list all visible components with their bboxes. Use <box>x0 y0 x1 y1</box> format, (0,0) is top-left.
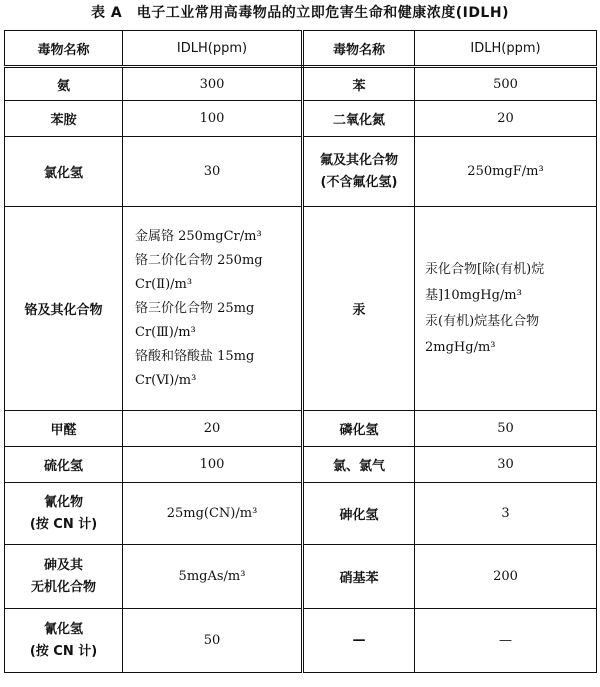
left-name <box>5 483 123 545</box>
right-value-line: 汞(有机)烷基化合物 <box>425 313 540 329</box>
left-name-line: (按 CN 计) <box>29 516 98 532</box>
right-value: 50 <box>415 411 597 447</box>
right-value-line: 汞化合物[除(有机)烷 <box>425 261 545 277</box>
left-name-line: 氰化物 <box>43 494 83 510</box>
left-value: 100 <box>123 447 303 483</box>
left-value: 30 <box>123 137 303 207</box>
idlh-table-container <box>4 30 596 673</box>
right-name-line: (不含氟化氢) <box>320 174 398 190</box>
right-name: 苯 <box>303 67 415 101</box>
left-value: 100 <box>123 101 303 137</box>
left-name <box>5 545 123 609</box>
right-value: 3 <box>415 483 597 545</box>
right-name: 硝基苯 <box>303 545 415 609</box>
table-row <box>5 207 597 411</box>
right-value: 30 <box>415 447 597 483</box>
left-name: 氯化氢 <box>5 137 123 207</box>
right-name: 汞 <box>303 207 415 411</box>
left-value-line: 金属铬 250mgCr/m³ <box>135 228 262 244</box>
right-name: 二氧化氮 <box>303 101 415 137</box>
right-name <box>303 137 415 207</box>
left-name-line: 砷及其 <box>43 557 83 573</box>
right-name: 氯、氯气 <box>303 447 415 483</box>
table-row <box>5 67 597 101</box>
table-title: 表 A 电子工业常用高毒物品的立即危害生命和健康浓度(IDLH) <box>91 5 509 21</box>
right-name-line: 氟及其化合物 <box>319 152 398 168</box>
left-name-line: 无机化合物 <box>30 579 96 595</box>
right-value: — <box>415 609 597 673</box>
left-value-line: Cr(Ⅲ)/m³ <box>135 324 196 340</box>
idlh-table <box>4 30 597 673</box>
header-name-col: 毒物名称 <box>5 31 123 67</box>
header-name-col-2: 毒物名称 <box>303 31 415 67</box>
left-name: 苯胺 <box>5 101 123 137</box>
right-name: 磷化氢 <box>303 411 415 447</box>
table-row <box>5 101 597 137</box>
left-name: 硫化氢 <box>5 447 123 483</box>
left-value-line: 铬三价化合物 25mg <box>135 300 255 316</box>
left-name: 氨 <box>5 67 123 101</box>
left-name: 铬及其化合物 <box>5 207 123 411</box>
left-value: 20 <box>123 411 303 447</box>
left-value: 5mgAs/m³ <box>123 545 303 609</box>
table-row <box>5 609 597 673</box>
left-name-line: 氰化氢 <box>43 621 83 637</box>
right-value-line: 2mgHg/m³ <box>425 339 496 355</box>
right-value: 250mgF/m³ <box>415 137 597 207</box>
left-value-line: Cr(Ⅵ)/m³ <box>135 372 197 388</box>
right-value <box>415 207 597 411</box>
right-name: — <box>303 609 415 673</box>
table-row <box>5 137 597 207</box>
left-name-line: (按 CN 计) <box>29 643 98 659</box>
left-value <box>123 207 303 411</box>
table-row <box>5 411 597 447</box>
left-value-line: Cr(Ⅱ)/m³ <box>135 276 193 292</box>
left-name <box>5 609 123 673</box>
left-value: 300 <box>123 67 303 101</box>
right-value: 200 <box>415 545 597 609</box>
right-value: 20 <box>415 101 597 137</box>
left-name: 甲醛 <box>5 411 123 447</box>
table-row <box>5 447 597 483</box>
table-header-row <box>5 31 597 67</box>
left-value-line: 铬酸和铬酸盐 15mg <box>135 348 255 364</box>
left-value: 25mg(CN)/m³ <box>123 483 303 545</box>
table-row <box>5 483 597 545</box>
right-name: 砷化氢 <box>303 483 415 545</box>
left-value-line: 铬二价化合物 250mg <box>135 252 263 268</box>
right-value: 500 <box>415 67 597 101</box>
header-value-col-2: IDLH(ppm) <box>415 31 597 67</box>
table-row <box>5 545 597 609</box>
right-value-line: 基]10mgHg/m³ <box>425 287 522 303</box>
header-value-col: IDLH(ppm) <box>123 31 303 67</box>
left-value: 50 <box>123 609 303 673</box>
